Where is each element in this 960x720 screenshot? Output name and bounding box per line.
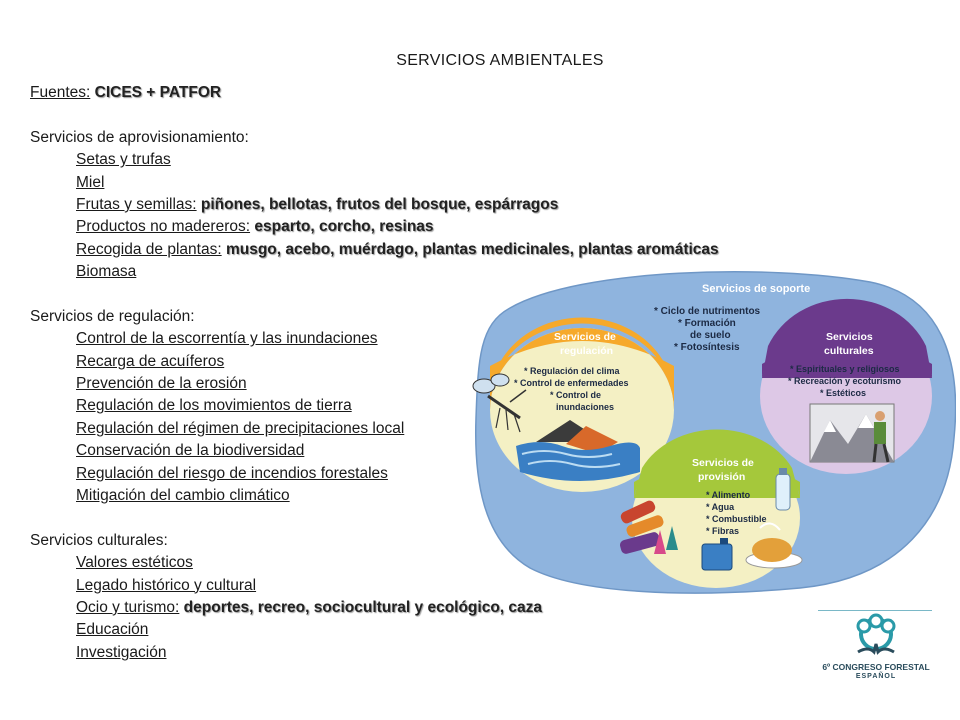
list-item bbox=[30, 216, 719, 238]
item-label: Productos no madereros: bbox=[76, 218, 251, 236]
provision-item: * Fibras bbox=[706, 526, 740, 536]
ecosystem-services-diagram bbox=[470, 268, 956, 594]
page-title: SERVICIOS AMBIENTALES bbox=[396, 52, 604, 69]
logo-text-line2: ESPAÑOL bbox=[855, 673, 897, 680]
item-label: Prevención de la erosión bbox=[76, 375, 247, 393]
item-label: Conservación de la biodiversidad bbox=[76, 442, 305, 460]
list-item bbox=[30, 619, 719, 641]
cultural-title-2: culturales bbox=[824, 345, 874, 357]
regulation-item: inundaciones bbox=[556, 402, 615, 412]
support-item: * Ciclo de nutrimentos bbox=[654, 306, 761, 317]
section-heading: Servicios de aprovisionamiento: bbox=[30, 128, 249, 146]
item-detail: deportes, recreo, sociocultural y ecológico, caza bbox=[183, 598, 543, 616]
forest-congress-logo-icon bbox=[818, 612, 934, 666]
provision-item: * Alimento bbox=[706, 490, 751, 500]
support-item: de suelo bbox=[690, 330, 731, 341]
provision-item: * Combustible bbox=[706, 514, 767, 524]
provision-item: * Agua bbox=[706, 502, 735, 512]
item-label: Regulación de los movimientos de tierra bbox=[76, 397, 352, 415]
regulation-item: * Regulación del clima bbox=[524, 366, 620, 376]
list-item bbox=[30, 172, 719, 194]
list-item bbox=[30, 239, 719, 261]
regulation-title-1: Servicios de bbox=[554, 331, 616, 343]
cultural-item: * Estéticos bbox=[820, 388, 867, 398]
item-label: Regulación del régimen de precipitaciones local bbox=[76, 419, 405, 437]
item-label: Recogida de plantas: bbox=[76, 240, 222, 258]
sources-value: CICES + PATFOR bbox=[94, 84, 222, 101]
item-label: Valores estéticos bbox=[76, 554, 193, 572]
support-title: Servicios de soporte bbox=[702, 283, 811, 295]
sources-label: Fuentes: bbox=[30, 84, 91, 101]
item-label: Miel bbox=[76, 173, 105, 191]
section-heading: Servicios de regulación: bbox=[30, 307, 195, 325]
item-label: Ocio y turismo: bbox=[76, 598, 180, 616]
item-label: Regulación del riesgo de incendios forestales bbox=[76, 464, 388, 482]
section-heading: Servicios culturales: bbox=[30, 531, 168, 549]
item-label: Legado histórico y cultural bbox=[76, 576, 257, 594]
regulation-item: * Control de enfermedades bbox=[514, 378, 629, 388]
regulation-title-2: regulación bbox=[560, 345, 614, 357]
item-label: Educación bbox=[76, 621, 149, 639]
list-item bbox=[30, 194, 719, 216]
item-label: Recarga de acuíferos bbox=[76, 352, 225, 370]
list-item bbox=[30, 597, 719, 619]
item-detail: musgo, acebo, muérdago, plantas medicinales, plantas aromáticas bbox=[225, 240, 719, 258]
item-label: Biomasa bbox=[76, 263, 137, 281]
sources-line bbox=[30, 82, 719, 104]
list-item bbox=[30, 149, 719, 171]
logo-divider bbox=[818, 610, 932, 611]
item-label: Mitigación del cambio climático bbox=[76, 487, 290, 505]
item-detail: piñones, bellotas, frutos del bosque, espárragos bbox=[200, 195, 559, 213]
congress-logo bbox=[818, 608, 934, 688]
water-bottle-icon bbox=[776, 468, 790, 510]
item-label: Investigación bbox=[76, 643, 167, 661]
diagram-svg bbox=[470, 268, 956, 594]
cultural-title-1: Servicios bbox=[826, 331, 873, 343]
mountain-hiker-icon bbox=[810, 404, 894, 462]
item-detail: esparto, corcho, resinas bbox=[254, 218, 434, 236]
provision-title-1: Servicios de bbox=[692, 457, 754, 469]
support-item: * Formación bbox=[678, 318, 736, 329]
provision-title-2: provisión bbox=[698, 471, 746, 483]
item-label: Setas y trufas bbox=[76, 151, 171, 169]
cultural-item: * Espirituales y religiosos bbox=[790, 364, 900, 374]
item-label: Frutas y semillas: bbox=[76, 195, 197, 213]
cultural-item: * Recreación y ecoturismo bbox=[788, 376, 902, 386]
list-item bbox=[30, 642, 719, 664]
support-item: * Fotosíntesis bbox=[674, 342, 740, 353]
regulation-item: * Control de bbox=[550, 390, 601, 400]
logo-text-line1: 6º CONGRESO FORESTAL bbox=[822, 662, 930, 672]
item-label: Control de la escorrentía y las inundaciones bbox=[76, 330, 378, 348]
